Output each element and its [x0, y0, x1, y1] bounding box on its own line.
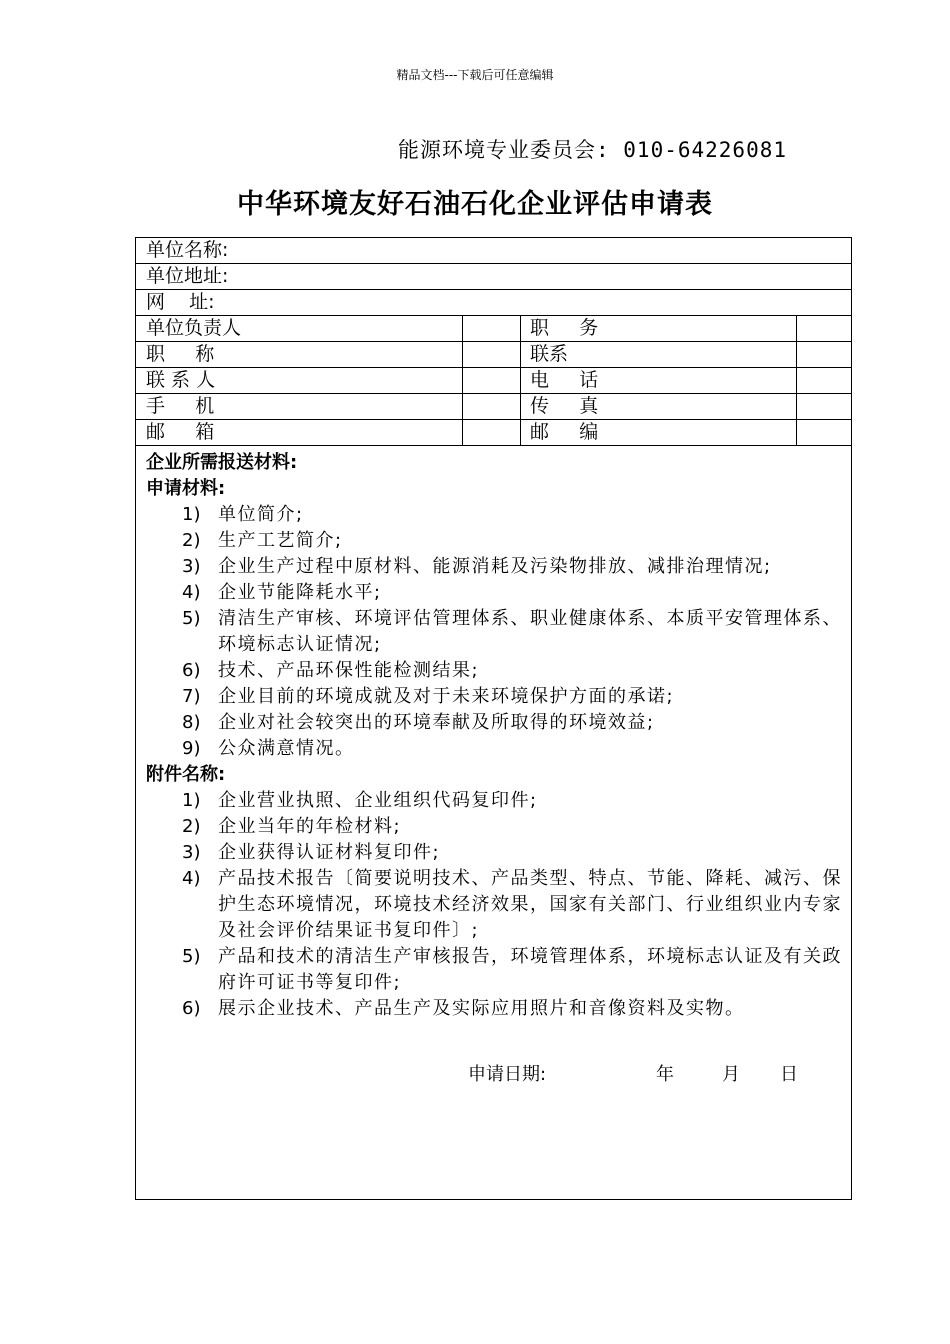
item-number: 5) — [182, 946, 201, 967]
list-item — [146, 996, 846, 1022]
list-item — [146, 606, 846, 658]
item-number: 5) — [182, 608, 201, 629]
job-title-row — [136, 342, 851, 368]
postcode-label: 邮 编 — [530, 421, 599, 443]
list-item — [146, 788, 846, 814]
list-item — [146, 528, 846, 554]
contact-line: 能源环境专业委员会: 010-64226081 — [398, 138, 788, 162]
date-label: 申请日期: — [468, 1064, 547, 1085]
email-row — [136, 420, 851, 446]
item-text: 企业生产过程中原材料、能源消耗及污染物排放、减排治理情况; — [218, 556, 772, 577]
item-text: 企业节能降耗水平; — [218, 582, 382, 603]
fax-label: 传 真 — [530, 395, 599, 417]
materials-section — [146, 450, 846, 1022]
item-text: 生产工艺简介; — [218, 530, 343, 551]
mobile-label: 手 机 — [146, 395, 215, 417]
list-item — [146, 658, 846, 684]
item-number: 8) — [182, 712, 201, 733]
list-item — [146, 684, 846, 710]
contact-label: 联系 — [530, 343, 569, 365]
item-text: 单位简介; — [218, 504, 304, 525]
date-day: 日 — [780, 1064, 798, 1085]
item-text: 公众满意情况。 — [218, 738, 355, 759]
list-item — [146, 814, 846, 840]
item-number: 3) — [182, 842, 201, 863]
list-item — [146, 502, 846, 528]
item-text: 技术、产品环保性能检测结果; — [218, 660, 480, 681]
page-title: 中华环境友好石油石化企业评估申请表 — [237, 189, 713, 220]
item-text: 企业营业执照、企业组织代码复印件; — [218, 790, 538, 811]
phone-label: 电 话 — [530, 369, 599, 391]
date-year: 年 — [656, 1064, 674, 1085]
unit-address-label: 单位地址: — [146, 265, 229, 287]
unit-address-row — [136, 264, 851, 290]
item-number: 2) — [182, 530, 201, 551]
item-text: 清洁生产审核、环境评估管理体系、职业健康体系、本质平安管理体系、环境标志认证情况; — [218, 608, 842, 655]
job-title-label: 职 称 — [146, 343, 215, 365]
item-number: 3) — [182, 556, 201, 577]
list-item — [146, 866, 846, 944]
item-text: 企业目前的环境成就及对于未来环境保护方面的承诺; — [218, 686, 675, 707]
list-item — [146, 554, 846, 580]
item-text: 展示企业技术、产品生产及实际应用照片和音像资料及实物。 — [218, 998, 745, 1019]
position-label: 职 务 — [530, 317, 599, 339]
header-note: 精品文档---下载后可任意编辑 — [396, 68, 554, 82]
item-number: 2) — [182, 816, 201, 837]
item-text: 产品和技术的清洁生产审核报告，环境管理体系，环境标志认证及有关政府许可证书等复印件; — [218, 946, 842, 993]
item-text: 企业对社会较突出的环境奉献及所取得的环境效益; — [218, 712, 655, 733]
date-month: 月 — [722, 1064, 740, 1085]
unit-head-label: 单位负责人 — [146, 317, 242, 339]
website-row — [136, 290, 851, 316]
application-form — [135, 237, 852, 1200]
item-number: 4) — [182, 868, 201, 889]
item-text: 产品技术报告〔简要说明技术、产品类型、特点、节能、降耗、减污、保护生态环境情况，环境技术经济效果，国家有关部门、行业组织业内专家及社会评价结果证书复印件〕; — [218, 868, 842, 941]
item-text: 企业获得认证材料复印件; — [218, 842, 441, 863]
unit-name-label: 单位名称: — [146, 239, 229, 261]
unit-name-row — [136, 238, 851, 264]
unit-head-row — [136, 316, 851, 342]
item-number: 1) — [182, 504, 201, 525]
list-item — [146, 944, 846, 996]
item-number: 6) — [182, 660, 201, 681]
application-heading: 申请材料: — [146, 478, 226, 499]
website-label: 网 址: — [146, 291, 215, 313]
item-number: 4) — [182, 582, 201, 603]
mobile-row — [136, 394, 851, 420]
list-item — [146, 736, 846, 762]
list-item — [146, 710, 846, 736]
item-number: 9) — [182, 738, 201, 759]
email-label: 邮 箱 — [146, 421, 215, 443]
item-number: 1) — [182, 790, 201, 811]
materials-heading: 企业所需报送材料: — [146, 452, 298, 473]
item-text: 企业当年的年检材料; — [218, 816, 402, 837]
contact-person-row — [136, 368, 851, 394]
list-item — [146, 840, 846, 866]
item-number: 6) — [182, 998, 201, 1019]
item-number: 7) — [182, 686, 201, 707]
list-item — [146, 580, 846, 606]
contact-person-label: 联 系 人 — [146, 369, 216, 391]
attachment-heading: 附件名称: — [146, 764, 226, 785]
